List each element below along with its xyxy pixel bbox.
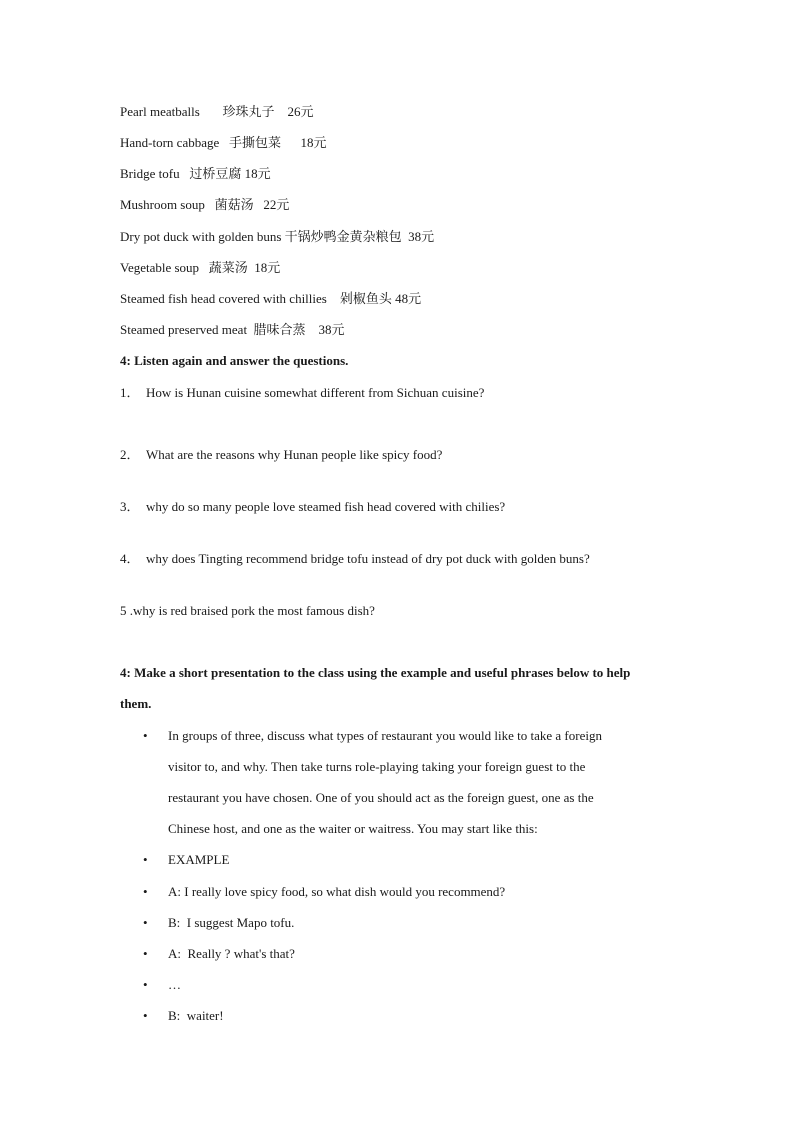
question-3: 3． why do so many people love steamed fish head covered with chilies? xyxy=(120,499,506,514)
intro-line: Chinese host, and one as the waiter or waitress. You may start like this: xyxy=(168,821,538,836)
intro-line: In groups of three, discuss what types of restaurant you would like to take a foreign xyxy=(168,728,602,743)
menu-item: Steamed preserved meat 腊味合蒸 38元 xyxy=(120,322,345,337)
intro-line: visitor to, and why. Then take turns role-playing taking your foreign guest to the xyxy=(168,759,586,774)
section-heading-listen: 4: Listen again and answer the questions. xyxy=(120,353,349,368)
dialogue-line: … xyxy=(168,977,181,992)
section-heading-presentation-cont: them. xyxy=(120,696,152,711)
dialogue-line: A: Really ? what's that? xyxy=(168,946,295,961)
bullet-marker: • xyxy=(143,728,148,743)
menu-item: Pearl meatballs 珍珠丸子 26元 xyxy=(120,104,314,119)
bullet-marker: • xyxy=(143,884,148,899)
intro-line: restaurant you have chosen. One of you should act as the foreign guest, one as the xyxy=(168,790,594,805)
section-heading-presentation: 4: Make a short presentation to the class using the example and useful phrases below to help xyxy=(120,665,631,680)
menu-item: Dry pot duck with golden buns 干锅炒鸭金黄杂粮包 38元 xyxy=(120,229,435,244)
bullet-marker: • xyxy=(143,977,148,992)
dialogue-line: B: waiter! xyxy=(168,1008,224,1023)
bullet-marker: • xyxy=(143,1008,148,1023)
bullet-marker: • xyxy=(143,946,148,961)
question-4: 4． why does Tingting recommend bridge tofu instead of dry pot duck with golden buns? xyxy=(120,551,590,566)
dialogue-line: A: I really love spicy food, so what dish would you recommend? xyxy=(168,884,506,899)
dialogue-line: B: I suggest Mapo tofu. xyxy=(168,915,295,930)
menu-item: Hand-torn cabbage 手撕包菜 18元 xyxy=(120,135,327,150)
bullet-marker: • xyxy=(143,852,148,867)
menu-item: Steamed fish head covered with chillies 剁椒鱼头 48元 xyxy=(120,291,422,306)
question-2: 2． What are the reasons why Hunan people like spicy food? xyxy=(120,447,443,462)
question-5: 5 .why is red braised pork the most famous dish? xyxy=(120,603,375,618)
question-1: 1． How is Hunan cuisine somewhat different from Sichuan cuisine? xyxy=(120,385,485,400)
example-label: EXAMPLE xyxy=(168,852,230,867)
menu-item: Mushroom soup 菌菇汤 22元 xyxy=(120,197,290,212)
bullet-marker: • xyxy=(143,915,148,930)
menu-item: Vegetable soup 蔬菜汤 18元 xyxy=(120,260,281,275)
menu-item: Bridge tofu 过桥豆腐 18元 xyxy=(120,166,271,181)
